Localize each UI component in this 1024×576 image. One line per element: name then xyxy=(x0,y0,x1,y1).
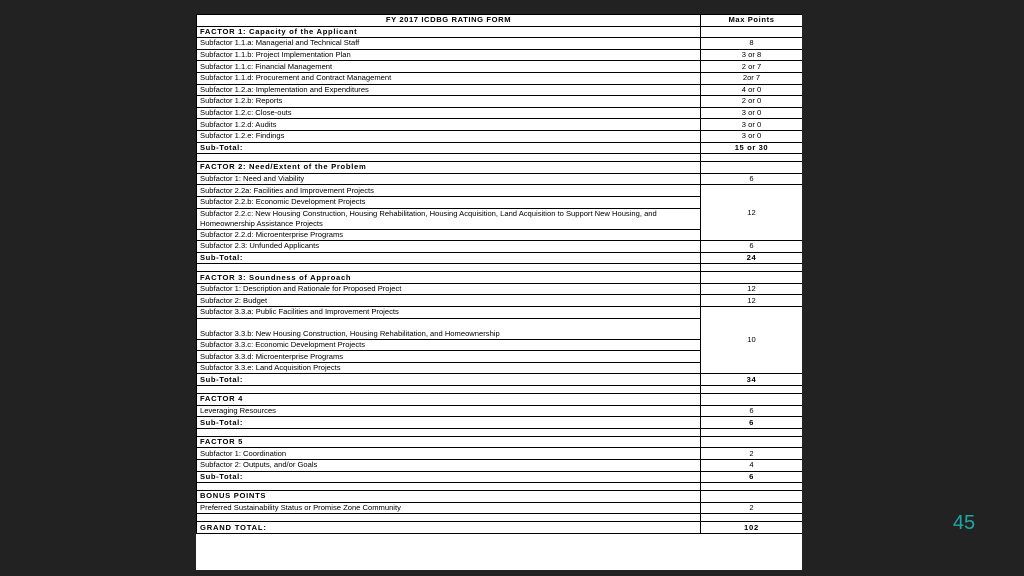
table-row xyxy=(197,130,803,142)
factor-title: FACTOR 3: Soundness of Approach xyxy=(197,272,701,284)
subfactor-label: Subfactor 1.2.a: Implementation and Expenditures xyxy=(197,84,701,96)
subtotal-points: 6 xyxy=(701,471,803,483)
table-row xyxy=(197,295,803,307)
table-row xyxy=(197,241,803,253)
subfactor-label: Preferred Sustainability Status or Promise Zone Community xyxy=(197,502,701,514)
factor-row xyxy=(197,394,803,406)
spacer-row xyxy=(197,483,803,491)
rating-form-table xyxy=(196,14,802,534)
subtotal-label: Sub-Total: xyxy=(197,252,701,264)
subtotal-points: 15 or 30 xyxy=(701,142,803,154)
spacer-row xyxy=(197,514,803,522)
subfactor-label: Subfactor 1: Description and Rationale for Proposed Project xyxy=(197,283,701,295)
points-value: 8 xyxy=(701,38,803,50)
factor-row xyxy=(197,272,803,284)
points-value: 2 or 7 xyxy=(701,61,803,73)
subtotal-row xyxy=(197,142,803,154)
factor-row xyxy=(197,491,803,503)
spacer-row xyxy=(197,386,803,394)
subtotal-points: 34 xyxy=(701,374,803,386)
factor-title: FACTOR 4 xyxy=(197,394,701,406)
table-row xyxy=(197,61,803,73)
subfactor-label: Subfactor 3.3.b: New Housing Construction, Housing Rehabilitation, and Homeownership xyxy=(197,318,701,339)
points-value: 3 or 0 xyxy=(701,107,803,119)
subfactor-label: Subfactor 3.3.c: Economic Development Projects xyxy=(197,339,701,351)
points-value: 3 or 0 xyxy=(701,130,803,142)
points-value: 6 xyxy=(701,405,803,417)
points-value: 2 xyxy=(701,502,803,514)
points-value: 4 or 0 xyxy=(701,84,803,96)
group-points-value: 12 xyxy=(701,185,803,241)
subfactor-label: Subfactor 1.1.d: Procurement and Contract Management xyxy=(197,72,701,84)
subfactor-label: Leveraging Resources xyxy=(197,405,701,417)
subfactor-label: Subfactor 1: Coordination xyxy=(197,448,701,460)
grand-total-row xyxy=(197,522,803,534)
subtotal-label: Sub-Total: xyxy=(197,142,701,154)
subfactor-label: Subfactor 3.3.d: Microenterprise Programs xyxy=(197,351,701,363)
subfactor-label: Subfactor 1: Need and Viability xyxy=(197,173,701,185)
subfactor-label: Subfactor 1.1.b: Project Implementation Plan xyxy=(197,49,701,61)
form-title: FY 2017 ICDBG RATING FORM xyxy=(197,15,701,27)
factor-row xyxy=(197,26,803,38)
table-row xyxy=(197,502,803,514)
table-row xyxy=(197,107,803,119)
factor-title: FACTOR 2: Need/Extent of the Problem xyxy=(197,162,701,174)
factor-title: FACTOR 5 xyxy=(197,436,701,448)
bonus-title: BONUS POINTS xyxy=(197,491,701,503)
points-value: 12 xyxy=(701,283,803,295)
spacer-row xyxy=(197,154,803,162)
spacer-row xyxy=(197,428,803,436)
table-row xyxy=(197,405,803,417)
rating-form-sheet xyxy=(196,14,802,570)
subtotal-row xyxy=(197,252,803,264)
max-points-header: Max Points xyxy=(701,15,803,27)
points-value: 2 or 0 xyxy=(701,96,803,108)
subfactor-label: Subfactor 1.2.c: Close-outs xyxy=(197,107,701,119)
points-value: 3 or 0 xyxy=(701,119,803,131)
table-row xyxy=(197,448,803,460)
factor-title: FACTOR 1: Capacity of the Applicant xyxy=(197,26,701,38)
subfactor-label: Subfactor 3.3.e: Land Acquisition Projects xyxy=(197,362,701,374)
points-value: 12 xyxy=(701,295,803,307)
subfactor-label: Subfactor 1.2.d: Audits xyxy=(197,119,701,131)
table-row xyxy=(197,119,803,131)
subfactor-label: Subfactor 2: Budget xyxy=(197,295,701,307)
subfactor-label: Subfactor 1.2.b: Reports xyxy=(197,96,701,108)
subtotal-row xyxy=(197,471,803,483)
subfactor-label: Subfactor 1.1.c: Financial Management xyxy=(197,61,701,73)
grand-total-label: GRAND TOTAL: xyxy=(197,522,701,534)
subtotal-label: Sub-Total: xyxy=(197,471,701,483)
table-row xyxy=(197,38,803,50)
points-value: 3 or 8 xyxy=(701,49,803,61)
table-row xyxy=(197,185,803,197)
subtotal-label: Sub-Total: xyxy=(197,374,701,386)
points-value: 4 xyxy=(701,460,803,472)
points-value: 2or 7 xyxy=(701,72,803,84)
header-row xyxy=(197,15,803,27)
subfactor-label: Subfactor 1.1.a: Managerial and Technical Staff xyxy=(197,38,701,50)
table-row xyxy=(197,460,803,472)
points-value: 6 xyxy=(701,173,803,185)
subfactor-label: Subfactor 2.2.b: Economic Development Projects xyxy=(197,196,701,208)
factor-row xyxy=(197,436,803,448)
table-row xyxy=(197,72,803,84)
table-row xyxy=(197,307,803,319)
subfactor-label: Subfactor 2.2.c: New Housing Construction, Housing Rehabilitation, Housing Acquisition, Land Acquisition to Support New Housing, and Homeownership Assistance Projects xyxy=(197,208,701,229)
points-value: 6 xyxy=(701,241,803,253)
subtotal-points: 6 xyxy=(701,417,803,429)
subfactor-label: Subfactor 3.3.a: Public Facilities and Improvement Projects xyxy=(197,307,701,319)
table-row xyxy=(197,96,803,108)
table-row xyxy=(197,84,803,96)
table-row xyxy=(197,283,803,295)
subtotal-row xyxy=(197,374,803,386)
subtotal-label: Sub-Total: xyxy=(197,417,701,429)
factor-row xyxy=(197,162,803,174)
slide-number: 45 xyxy=(952,512,976,534)
subfactor-label: Subfactor 1.2.e: Findings xyxy=(197,130,701,142)
table-row xyxy=(197,49,803,61)
table-row xyxy=(197,173,803,185)
subfactor-label: Subfactor 2.2a: Facilities and Improvement Projects xyxy=(197,185,701,197)
subfactor-label: Subfactor 2: Outputs, and/or Goals xyxy=(197,460,701,472)
subtotal-points: 24 xyxy=(701,252,803,264)
subfactor-label: Subfactor 2.2.d: Microenterprise Programs xyxy=(197,229,701,241)
subfactor-label: Subfactor 2.3: Unfunded Applicants xyxy=(197,241,701,253)
group-points-value: 10 xyxy=(701,307,803,374)
subtotal-row xyxy=(197,417,803,429)
spacer-row xyxy=(197,264,803,272)
grand-total-points: 102 xyxy=(701,522,803,534)
points-value: 2 xyxy=(701,448,803,460)
